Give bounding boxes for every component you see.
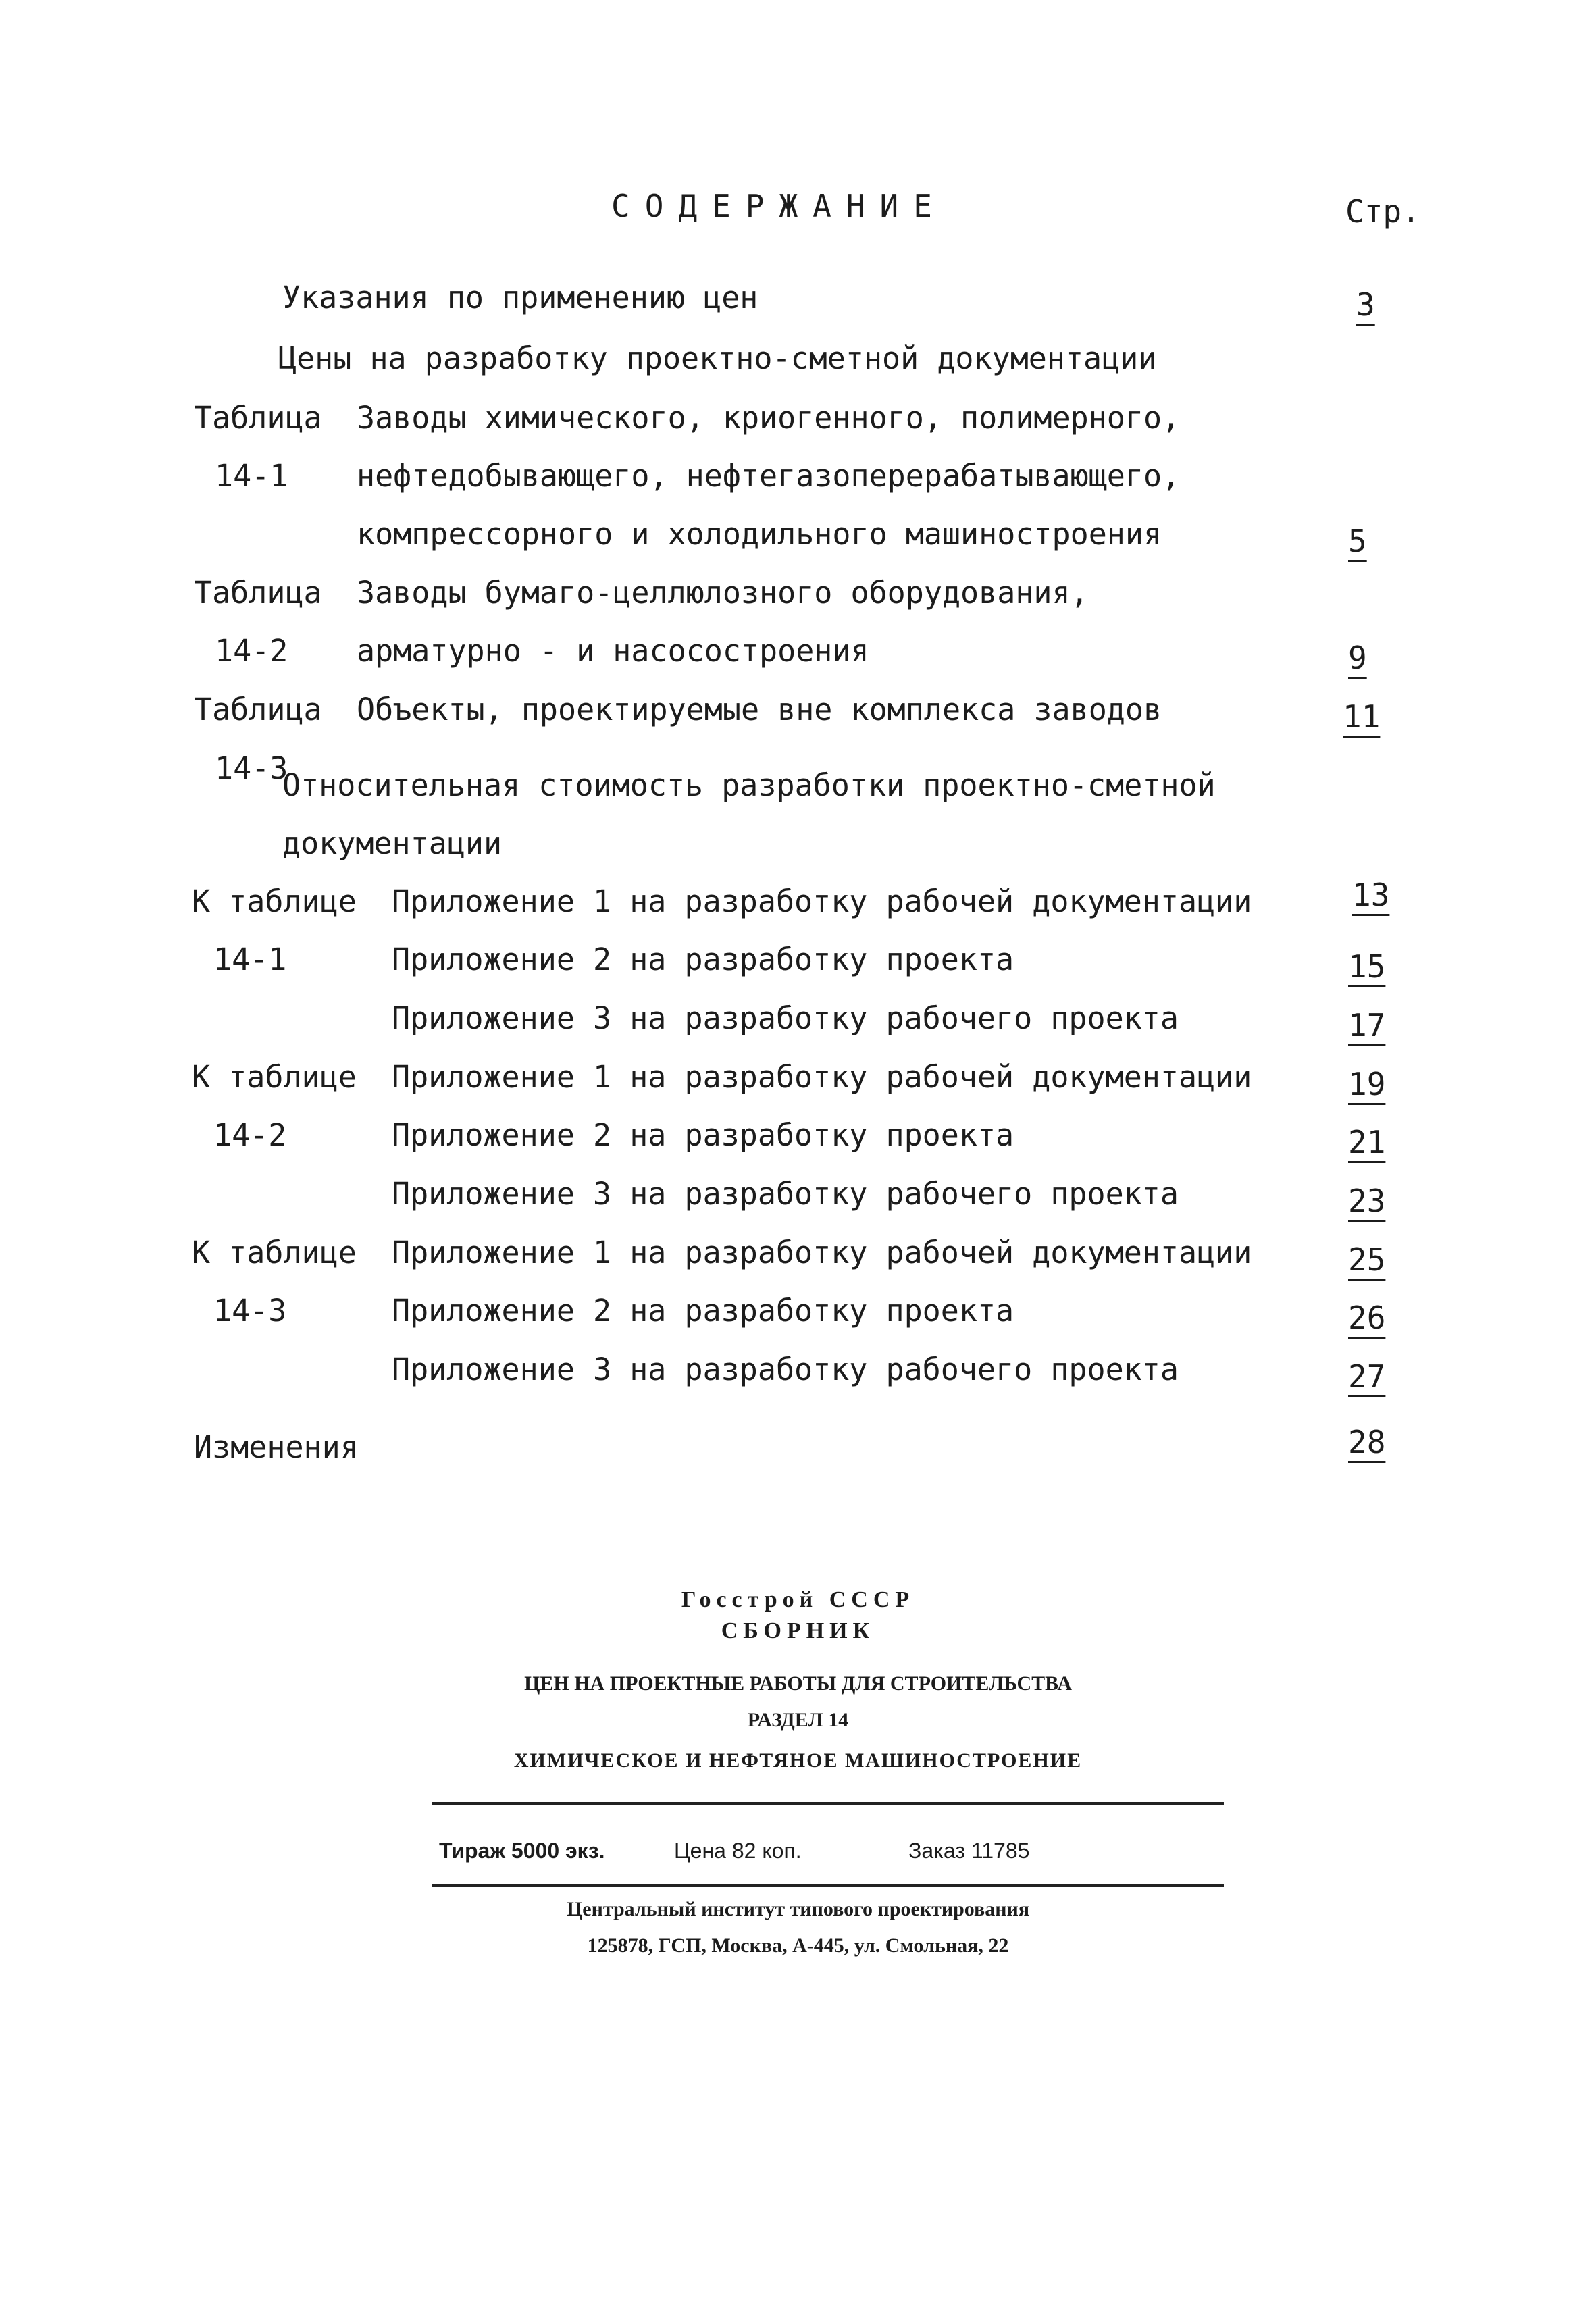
table-number: 14-3 [215, 750, 288, 786]
relative-cost-line: Относительная стоимость разработки проектно-сметной [282, 767, 1216, 803]
toc-page-number: 13 [1352, 877, 1390, 913]
appendix-group-label: К таблице [192, 1059, 357, 1095]
toc-page-number: 23 [1348, 1183, 1386, 1219]
colophon-section: РАЗДЕЛ 14 [747, 1709, 849, 1731]
toc-page-number: 19 [1348, 1066, 1386, 1102]
toc-intro-page: 3 [1356, 286, 1375, 323]
table-title-line: Объекты, проектируемые вне комплекса заводов [357, 692, 1162, 727]
appendix-item: Приложение 1 на разработку рабочей документации [392, 883, 1252, 919]
table-title-line: нефтедобывающего, нефтегазоперерабатывающего, [357, 458, 1181, 494]
colophon-order: Заказ 11785 [908, 1839, 1030, 1863]
appendix-item: Приложение 2 на разработку проекта [392, 1293, 1014, 1329]
table-label: Таблица [194, 575, 322, 611]
appendix-item: Приложение 3 на разработку рабочего проекта [392, 1176, 1179, 1212]
colophon-section-title: ХИМИЧЕСКОЕ И НЕФТЯНОЕ МАШИНОСТРОЕНИЕ [513, 1749, 1083, 1772]
appendix-item: Приложение 1 на разработку рабочей документации [392, 1059, 1252, 1095]
toc-page-number: 11 [1343, 698, 1381, 735]
section-heading: Цены на разработку проектно-сметной документации [278, 340, 1157, 376]
colophon-institute: Центральный институт типового проектирования [566, 1898, 1030, 1920]
toc-page-number: 28 [1348, 1424, 1386, 1460]
toc-page-number: 25 [1348, 1241, 1386, 1278]
appendix-group-number: 14-2 [213, 1117, 287, 1153]
toc-page-number: 15 [1348, 948, 1386, 985]
relative-cost-line: документации [282, 825, 503, 861]
colophon-rule-top [432, 1802, 1224, 1805]
table-number: 14-1 [215, 458, 288, 494]
colophon-address: 125878, ГСП, Москва, А-445, ул. Смольная, 22 [587, 1934, 1009, 1957]
colophon-org: Госстрой СССР [681, 1587, 915, 1612]
table-label: Таблица [194, 692, 322, 727]
table-number: 14-2 [215, 633, 288, 669]
toc-page-number: 17 [1348, 1007, 1386, 1044]
appendix-item: Приложение 2 на разработку проекта [392, 942, 1014, 977]
table-title-line: Заводы химического, криогенного, полимерного, [357, 400, 1181, 436]
toc-page-number: 9 [1348, 640, 1367, 676]
changes-text: Изменения [194, 1429, 359, 1465]
appendix-item: Приложение 3 на разработку рабочего проекта [392, 1352, 1179, 1387]
toc-page-number: 27 [1348, 1358, 1386, 1395]
toc-page-number: 26 [1348, 1300, 1386, 1336]
appendix-item: Приложение 3 на разработку рабочего проекта [392, 1000, 1179, 1036]
table-title-line: Заводы бумаго-целлюлозного оборудования, [357, 575, 1089, 611]
toc-intro-text: Указания по применению цен [282, 280, 758, 315]
colophon-rule-bottom [432, 1884, 1224, 1887]
toc-page-number: 5 [1348, 523, 1367, 559]
colophon-subtitle: ЦЕН НА ПРОЕКТНЫЕ РАБОТЫ ДЛЯ СТРОИТЕЛЬСТВА [524, 1672, 1072, 1695]
table-label: Таблица [194, 400, 322, 436]
colophon-print-run: Тираж 5000 экз. [439, 1839, 605, 1863]
page-column-label: Стр. [1345, 193, 1420, 230]
appendix-item: Приложение 1 на разработку рабочей документации [392, 1235, 1252, 1270]
appendix-group-number: 14-3 [213, 1293, 287, 1329]
colophon-price: Цена 82 коп. [674, 1839, 802, 1863]
appendix-group-number: 14-1 [213, 942, 287, 977]
colophon-collection: СБОРНИК [721, 1618, 875, 1643]
table-title-line: арматурно - и насосостроения [357, 633, 869, 669]
appendix-group-label: К таблице [192, 883, 357, 919]
appendix-group-label: К таблице [192, 1235, 357, 1270]
page-title: СОДЕРЖАНИЕ [611, 188, 947, 224]
appendix-item: Приложение 2 на разработку проекта [392, 1117, 1014, 1153]
toc-page-number: 21 [1348, 1124, 1386, 1160]
table-title-line: компрессорного и холодильного машиностроения [357, 516, 1162, 552]
